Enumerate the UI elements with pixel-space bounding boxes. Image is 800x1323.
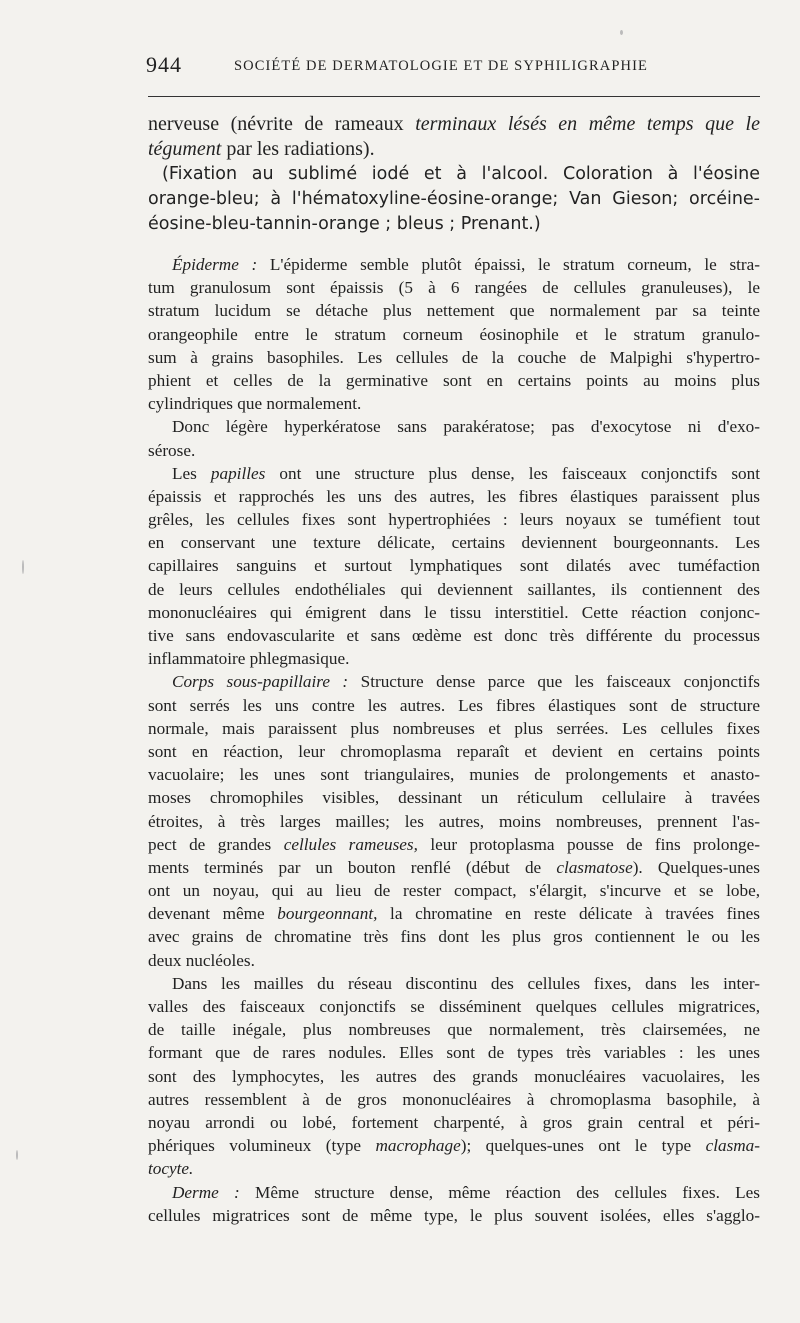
text-line: valles des faisceaux conjonctifs se disséminent quelques cellules migratrices, [148,997,760,1016]
running-head: SOCIÉTÉ DE DERMATOLOGIE ET DE SYPHILIGRAPHIE [234,58,648,74]
text-line: de leurs cellules endothéliales qui deviennent saillantes, ils contiennent des [148,579,760,599]
text-line: cellules migratrices sont de même type, le plus souvent isolées, elles s'agglo- [148,1205,760,1225]
text-line: inflammatoire phlegmasique. [148,649,350,669]
text-line: mononucléaires qui émigrent dans le tissu interstitiel. Cette réaction conjonc- [148,602,760,622]
text-line: stratum lucidum se détache plus nettement que normalement par sa teinte [148,301,760,321]
scan-speck [22,560,24,574]
text-line: (Fixation au sublimé iodé et à l'alcool. Coloration à l'éosine [162,164,760,184]
text-line: orange-bleu; à l'hématoxyline-éosine-orange; Van Gieson; orcéine- [148,189,760,209]
text-line: nerveuse (névrite de rameaux terminaux lésés en même temps que le [148,113,760,135]
text-line: Corps sous-papillaire : Structure dense parce que les faisceaux conjonctifs [172,672,760,692]
section-heading-epiderme: Épiderme : [172,255,258,274]
text-line: ments terminés par un bouton renflé (début de clasmatose). Quelques-unes [148,857,760,877]
text-line: ont un noyau, qui au lieu de rester compact, s'élargit, s'incurve et se lobe, [148,881,760,901]
section-heading-papilles: papilles [210,463,266,483]
text-line: tive sans endovascularite et sans œdème est donc très différente du processus [148,626,760,645]
text-line: devenant même bourgeonnant, la chromatine en reste délicate à travées fines [148,904,760,924]
text-line: Derme : Même structure dense, même réaction des cellules fixes. Les [172,1182,760,1202]
text-line: cylindriques que normalement. [148,394,362,414]
text-line: avec grains de chromatine très fins dont les plus gros contiennent le ou les [148,927,760,947]
text-line: étroites, à très larges mailles; les autres, moins nombreuses, prennent l'as- [148,811,760,831]
scan-speck [620,30,623,35]
text-line: épaissis et rapprochés les uns des autres, les fibres élastiques paraissent plus [148,486,760,506]
text-line: phient et celles de la germinative sont en certains points au moins plus [148,370,760,390]
page-header [146,52,760,80]
text-line: pect de grandes cellules rameuses, leur protoplasma pousse de fins prolonge- [148,834,760,854]
text-line: Épiderme : L'épiderme semble plutôt épaissi, le stratum corneum, le stra- [172,255,760,274]
text-line: deux nucléoles. [148,950,255,970]
text-line: sont des lymphocytes, les autres des grands monucléaires vacuolaires, les [148,1066,760,1086]
text-line: sont en réaction, leur chromoplasma reparaît et devient en certains points [148,741,760,761]
text-line: normale, mais paraissent plus nombreuses et plus serrées. Les cellules fixes [148,718,760,738]
text-line: sum à grains basophiles. Les cellules de la couche de Malpighi s'hypertro- [148,347,760,367]
main-text [148,253,760,1227]
text-line: Donc légère hyperkératose sans parakératose; pas d'exocytose ni d'exo- [172,417,760,437]
text-line: sérose. [148,440,196,460]
text-line: grêles, les cellules fixes sont hypertrophiées : leurs noyaux se tuméfient tout [148,510,760,530]
page-number: 944 [146,52,182,77]
text-line: en conservant une texture délicate, certains deviennent bourgeonnants. Les [148,533,760,553]
section-heading-corps: Corps sous-papillaire : [172,672,349,692]
text-line: autres ressemblent à de gros mononucléaires à chromoplasma basophile, à [148,1089,760,1109]
section-heading-derme: Derme : [172,1182,240,1202]
text-line: vacuolaire; les unes sont triangulaires, munies de prolongements et anasto- [148,765,760,785]
text-line: tégument par les radiations). [148,138,375,160]
text-line: tum granulosum sont épaissis (5 à 6 rangées de cellules granuleuses), le [148,278,760,298]
header-rule [148,96,760,97]
text-line: Les papilles ont une structure plus dense, les faisceaux conjonctifs sont [172,463,760,483]
text-line: formant que de rares nodules. Elles sont de types très variables : les unes [148,1043,760,1063]
text-line: capillaires sanguins et surtout lymphatiques sont dilatés avec tuméfaction [148,556,760,576]
text-line: éosine-bleu-tannin-orange ; bleus ; Prenant.) [148,214,541,234]
text-line: orangeophile entre le stratum corneum éosinophile et le stratum granulo- [148,324,760,344]
text-line: moses chromophiles visibles, dessinant un réticulum cellulaire à travées [148,788,760,808]
text-line: de taille inégale, plus nombreuses que normalement, très clairsemées, ne [148,1020,760,1040]
intro-paragraph [148,112,760,237]
text-line: phériques volumineux (type macrophage); quelques-unes ont le type clasma- [148,1136,760,1156]
text-line: tocyte. [148,1159,194,1179]
scan-speck [16,1150,18,1160]
text-line: Dans les mailles du réseau discontinu des cellules fixes, dans les inter- [172,973,760,993]
text-line: sont serrés les uns contre les autres. Les fibres élastiques sont de structure [148,695,760,715]
text-line: noyau arrondi ou lobé, fortement charpenté, à gros grain central et péri- [148,1112,760,1132]
